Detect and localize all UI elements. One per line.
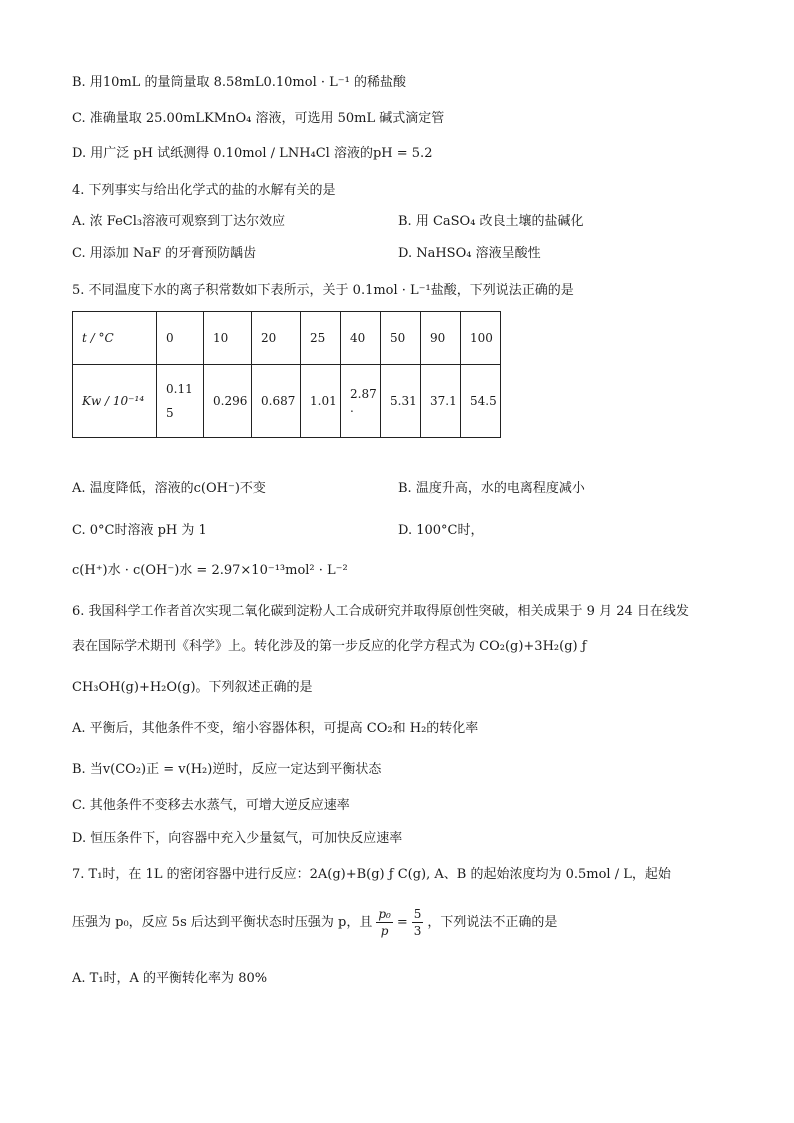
fraction-denominator: p	[380, 924, 389, 938]
fraction-denominator: 3	[413, 924, 422, 938]
question-5-option-d: D. 100°C时，	[398, 523, 484, 538]
table-cell: 100	[461, 312, 501, 365]
table-cell: 1.01	[301, 365, 341, 438]
question-6-option-c: C. 其他条件不变移去水蒸气，可增大逆反应速率	[72, 798, 350, 813]
table-cell: 10	[204, 312, 252, 365]
table-header-temperature: t / °C	[73, 312, 157, 365]
question-4-stem: 4. 下列事实与给出化学式的盐的水解有关的是	[72, 183, 336, 198]
table-cell: 50	[381, 312, 421, 365]
question-6-option-a: A. 平衡后，其他条件不变，缩小容器体积，可提高 CO₂和 H₂的转化率	[72, 721, 479, 736]
table-header-kw: Kw / 10⁻¹⁴	[73, 365, 157, 438]
table-cell: 0.296	[204, 365, 252, 438]
water-ion-product-table	[72, 311, 501, 438]
equals-sign: =	[396, 914, 408, 930]
question-3-option-c: C. 准确量取 25.00mLKMnO₄ 溶液，可选用 50mL 碱式滴定管	[72, 111, 445, 126]
table-cell: 25	[301, 312, 341, 365]
question-5-option-d-formula: c(H⁺)水 · c(OH⁻)水 = 2.97×10⁻¹³mol² · L⁻²	[72, 563, 348, 578]
question-3-option-b: B. 用10mL 的量筒量取 8.58mL0.10mol · L⁻¹ 的稀盐酸	[72, 75, 406, 90]
question-7-text-before: 压强为 p₀，反应 5s 后达到平衡状态时压强为 p，且	[72, 914, 373, 930]
question-5-option-b: B. 温度升高，水的电离程度减小	[398, 481, 585, 496]
table-cell: 90	[421, 312, 461, 365]
question-4-option-a: A. 浓 FeCl₃溶液可观察到丁达尔效应	[72, 214, 286, 229]
table-cell: 0.11 5	[157, 365, 204, 438]
question-7-stem-line-2	[72, 906, 557, 939]
question-5-stem: 5. 不同温度下水的离子积常数如下表所示，关于 0.1mol · L⁻¹盐酸，下列说法正确的是	[72, 283, 574, 298]
ratio-value-fraction	[412, 906, 424, 939]
question-7-stem-line-1: 7. T₁时，在 1L 的密闭容器中进行反应：2A(g)+B(g) ƒ C(g), A、B 的起始浓度均为 0.5mol / L，起始	[72, 867, 671, 882]
question-5-option-a: A. 温度降低，溶液的c(OH⁻)不变	[72, 481, 266, 496]
question-6-stem-line-3: CH₃OH(g)+H₂O(g)。下列叙述正确的是	[72, 680, 313, 695]
table-cell: 0	[157, 312, 204, 365]
table-cell: 2.87 .	[341, 365, 381, 438]
question-4-option-b: B. 用 CaSO₄ 改良土壤的盐碱化	[398, 214, 584, 229]
table-cell: 20	[252, 312, 301, 365]
question-6-stem-line-2: 表在国际学术期刊《科学》上。转化涉及的第一步反应的化学方程式为 CO₂(g)+3H₂(g) ƒ	[72, 639, 587, 654]
question-6-option-b: B. 当v(CO₂)正 = v(H₂)逆时，反应一定达到平衡状态	[72, 762, 382, 777]
table-cell: 54.5	[461, 365, 501, 438]
question-4-option-d: D. NaHSO₄ 溶液呈酸性	[398, 246, 541, 261]
question-6-stem-line-1: 6. 我国科学工作者首次实现二氧化碳到淀粉人工合成研究并取得原创性突破，相关成果于 9 月 24 日在线发	[72, 604, 689, 619]
question-4-option-c: C. 用添加 NaF 的牙膏预防龋齿	[72, 246, 257, 261]
table-cell: 40	[341, 312, 381, 365]
table-cell: 0.687	[252, 365, 301, 438]
question-7-text-after: ，下列说法不正确的是	[427, 914, 558, 930]
table-cell: 5.31	[381, 365, 421, 438]
fraction-numerator: p₀	[378, 907, 391, 921]
table-cell: 37.1	[421, 365, 461, 438]
pressure-ratio-fraction	[376, 906, 393, 939]
question-7-option-a: A. T₁时，A 的平衡转化率为 80%	[72, 971, 268, 986]
fraction-numerator: 5	[413, 907, 422, 921]
question-6-option-d: D. 恒压条件下，向容器中充入少量氦气，可加快反应速率	[72, 831, 403, 846]
question-3-option-d: D. 用广泛 pH 试纸测得 0.10mol / LNH₄Cl 溶液的pH = 5.2	[72, 146, 433, 161]
question-5-option-c: C. 0°C时溶液 pH 为 1	[72, 523, 207, 538]
